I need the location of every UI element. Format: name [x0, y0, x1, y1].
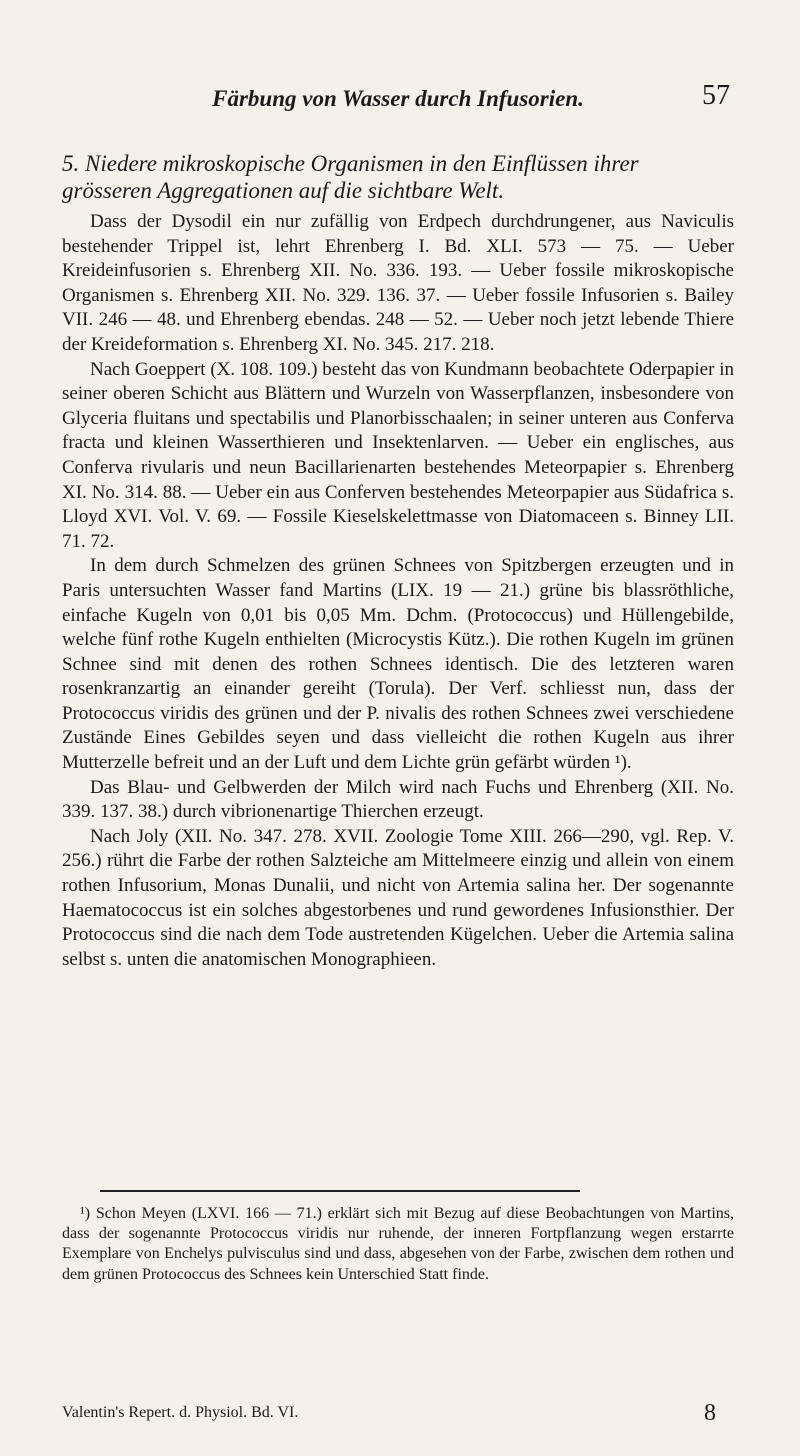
main-text [62, 150, 734, 972]
footnote-text: ¹) Schon Meyen (LXVI. 166 — 71.) erklärt sich mit Bezug auf diese Beobachtungen von Martins, dass der sogenannte Protococcus viridis nur ruhende, der inneren Fortpflanzung wegen erstarrte Exemplare von Enchelys pulvisculus sind und dass, abgesehen von der Farbe, zwischen dem rothen und dem grünen Protococcus des Schnees kein Unterschied Statt finde. [62, 1205, 734, 1283]
paragraph-1: Dass der Dysodil ein nur zufällig von Erdpech durchdrungener, aus Naviculis bestehender Trippel ist, lehrt Ehrenberg I. Bd. XLI. 573 — 75. — Ueber Kreideinfusorien s. Ehrenberg XII. No. 336. 193. — Ueber fossile mikroskopische Organismen s. Ehrenberg XII. No. 329. 136. 37. — Ueber fossile Infusorien s. Bailey VII. 246 — 48. und Ehrenberg ebendas. 248 — 52. — Ueber noch jetzt lebende Thiere der Kreideformation s. Ehrenberg XI. No. 345. 217. 218. [62, 211, 734, 355]
paragraph-4: Das Blau- und Gelbwerden der Milch wird nach Fuchs und Ehrenberg (XII. No. 339. 137. 38.) durch vibrionenartige Thierchen erzeugt. [62, 776, 734, 823]
running-header [62, 80, 734, 126]
section-title: 5. Niedere mikroskopische Organismen in den Einflüssen ihrer grösseren Aggregationen auf die sichtbare Welt. [62, 151, 639, 203]
footer-source: Valentin's Repert. d. Physiol. Bd. VI. [62, 1404, 299, 1421]
page-footer [62, 1400, 734, 1426]
signature-mark: 8 [704, 1400, 716, 1426]
paragraph-3: In dem durch Schmelzen des grünen Schnees von Spitzbergen erzeugten und in Paris untersuchten Wasser fand Martins (LIX. 19 — 21.) grüne bis blassröthliche, einfache Kugeln von 0,01 bis 0,05 Mm. Dchm. (Protococcus) und Hüllengebilde, welche fünf rothe Kugeln enthielten (Microcystis Kütz.). Die rothen Kugeln im grünen Schnee sind mit denen des rothen Schnees identisch. Die des letzteren waren rosenkranzartig an einander gereiht (Torula). Der Verf. schliesst nun, dass der Protococcus viridis des grünen und der P. nivalis des rothen Schnees zwei verschiedene Zustände Eines Gebildes seyen und dass vielleicht die rothen Kugeln aus ihrer Mutterzelle befreit und an der Luft und dem Lichte grün gefärbt würden ¹). [62, 555, 734, 774]
footnote [62, 1204, 734, 1285]
page-number: 57 [702, 80, 730, 111]
paragraph-2: Nach Goeppert (X. 108. 109.) besteht das von Kundmann beobachtete Oderpapier in seiner oberen Schicht aus Blättern und Wurzeln von Wasserpflanzen, insbesondere von Glyceria fluitans und spectabilis und Planorbisschaalen; in seiner unteren aus Conferva fracta und kleinen Wasserthieren und Insektenlarven. — Ueber ein englisches, aus Conferva rivularis und neun Bacillarienarten bestehendes Meteorpapier s. Ehrenberg XI. No. 314. 88. — Ueber ein aus Conferven bestehendes Meteorpapier aus Südafrica s. Lloyd XVI. Vol. V. 69. — Fossile Kieselskelettmasse von Diatomaceen s. Binney LII. 71. 72. [62, 358, 734, 552]
paragraph-5: Nach Joly (XII. No. 347. 278. XVII. Zoologie Tome XIII. 266—290, vgl. Rep. V. 256.) rührt die Farbe der rothen Salzteiche am Mittelmeere einzig und allein von einem rothen Infusorium, Monas Dunalii, und nicht von Artemia salina her. Der sogenannte Haematococcus ist ein solches abgestorbenes und rund gewordenes Infusionsthier. Der Protococcus sind die nach dem Tode austretenden Kügelchen. Ueber die Artemia salina selbst s. unten die anatomischen Monographieen. [62, 825, 734, 970]
running-title: Färbung von Wasser durch Infusorien. [212, 86, 584, 111]
footnote-divider [100, 1190, 580, 1192]
